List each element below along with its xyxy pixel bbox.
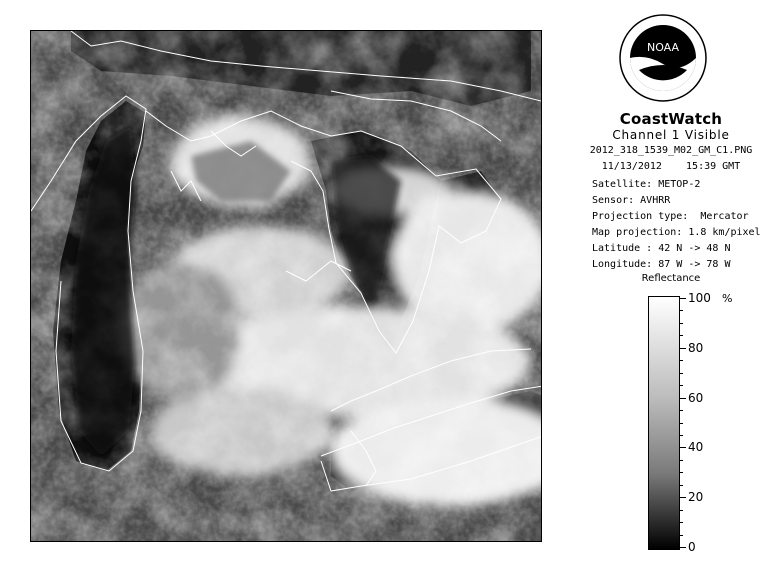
info-latitude: Latitude : 42 N -> 48 N [592, 243, 731, 254]
legend-tick [680, 323, 683, 324]
legend-tick [680, 460, 683, 461]
channel-subtitle: Channel 1 Visible [612, 128, 730, 142]
legend-tick [680, 485, 683, 486]
legend-tick [680, 360, 683, 361]
noaa-logo [619, 14, 707, 102]
info-satellite: Satellite: METOP-2 [592, 179, 701, 190]
legend-tick [680, 410, 683, 411]
legend-tick-label-0: 0 [688, 540, 696, 554]
satellite-image-svg [31, 31, 542, 542]
legend-tick [680, 373, 683, 374]
info-longitude: Longitude: 87 W -> 78 W [592, 259, 731, 270]
legend-tick [680, 435, 683, 436]
legend-tick [680, 385, 683, 386]
legend-tick-label-60: 60 [688, 391, 704, 405]
legend-tick-label-20: 20 [688, 490, 704, 504]
legend-tick-label-40: 40 [688, 440, 704, 454]
legend-tick-label-100: 100 [688, 291, 711, 305]
legend-tick [680, 510, 683, 511]
datetime-label: 11/13/2012 15:39 GMT [601, 161, 741, 172]
legend-tick-label-80: 80 [688, 341, 704, 355]
info-projection-type: Projection type: Mercator [592, 211, 749, 222]
legend-label: Reflectance [641, 273, 701, 284]
legend-tick [680, 423, 683, 424]
legend-tick [680, 547, 686, 548]
app-title: CoastWatch [619, 110, 723, 128]
info-sensor: Sensor: AVHRR [592, 195, 671, 206]
satellite-image [30, 30, 542, 542]
legend-tick [680, 522, 683, 523]
legend-tick [680, 335, 683, 336]
legend-tick [680, 447, 686, 448]
legend-tick [680, 472, 683, 473]
legend-tick [680, 310, 683, 311]
legend-unit: % [722, 292, 733, 305]
info-map-projection: Map projection: 1.8 km/pixel [592, 227, 761, 238]
legend-tick [680, 535, 683, 536]
legend-tick [680, 348, 686, 349]
legend-tick [680, 398, 686, 399]
noaa-logo-text: NOAA [646, 41, 680, 54]
legend-tick [680, 298, 686, 299]
reflectance-color-bar [648, 296, 680, 550]
filename-label: 2012_318_1539_M02_GM_C1.PNG [589, 145, 753, 156]
legend-tick [680, 497, 686, 498]
